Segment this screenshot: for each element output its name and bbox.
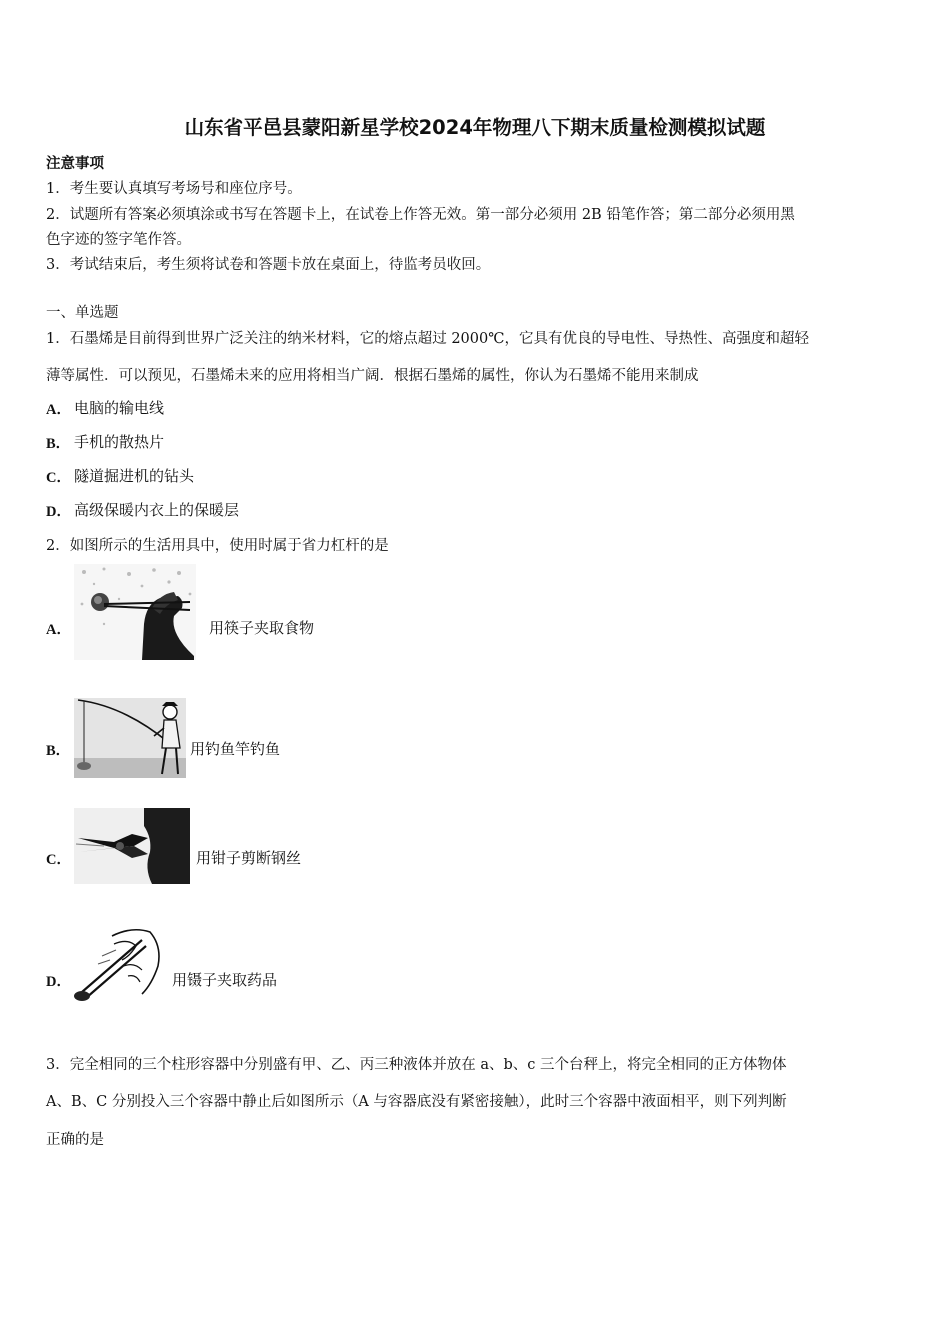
section-heading: 一、单选题 (46, 305, 119, 321)
option-text: 用钓鱼竿钓鱼 (190, 740, 281, 758)
notice-item-2-cont: 色字迹的签字笔作答。 (46, 232, 191, 248)
q2-stem: 2．如图所示的生活用具中，使用时属于省力杠杆的是 (46, 538, 389, 554)
notice-item-2: 2．试题所有答案必须填涂或书写在答题卡上，在试卷上作答无效。第一部分必须用 2B 铅笔作答；第二部分必须用黑 (46, 207, 795, 223)
chopsticks-icon (74, 564, 196, 660)
option-text: 高级保暖内衣上的保暖层 (74, 501, 240, 519)
option-text: 用钳子剪断钢丝 (196, 849, 302, 867)
pliers-icon (74, 808, 190, 884)
option-letter: C． (46, 470, 71, 486)
q3-stem-line1: 3．完全相同的三个柱形容器中分别盛有甲、乙、丙三种液体并放在 a、b、c 三个台秤上，将完全相同的正方体物体 (46, 1057, 787, 1073)
option-text: 隧道掘进机的钻头 (74, 467, 195, 485)
option-letter: A． (46, 622, 71, 638)
fishing-rod-icon (74, 698, 186, 778)
q3-stem-line3: 正确的是 (46, 1132, 104, 1148)
option-letter: D． (46, 974, 71, 990)
option-letter: C． (46, 852, 71, 868)
notice-item-1: 1．考生要认真填写考场号和座位序号。 (46, 181, 302, 197)
option-letter: D． (46, 504, 71, 520)
option-text: 用镊子夹取药品 (172, 971, 278, 989)
notice-item-3: 3．考试结束后，考生须将试卷和答题卡放在桌面上，待监考员收回。 (46, 257, 491, 273)
q3-stem-line2: A、B、C 分别投入三个容器中静止后如图所示（A 与容器底没有紧密接触），此时三个容器中液面相平，则下列判断 (46, 1094, 787, 1110)
q1-stem-line2: 薄等属性．可以预见，石墨烯未来的应用将相当广阔．根据石墨烯的属性，你认为石墨烯不能用来制成 (46, 368, 699, 384)
option-text: 手机的散热片 (74, 433, 165, 451)
option-letter: A． (46, 402, 71, 418)
option-letter: B． (46, 743, 71, 759)
notice-heading: 注意事项 (46, 155, 104, 172)
exam-title: 山东省平邑县蒙阳新星学校2024年物理八下期末质量检测模拟试题 (184, 116, 766, 139)
option-text: 电脑的输电线 (74, 399, 165, 417)
option-letter: B． (46, 436, 71, 452)
q1-stem-line1: 1．石墨烯是目前得到世界广泛关注的纳米材料，它的熔点超过 2000℃，它具有优良的导电性、导热性、高强度和超轻 (46, 331, 809, 347)
option-text: 用筷子夹取食物 (209, 619, 315, 637)
tweezers-icon (72, 926, 168, 1008)
